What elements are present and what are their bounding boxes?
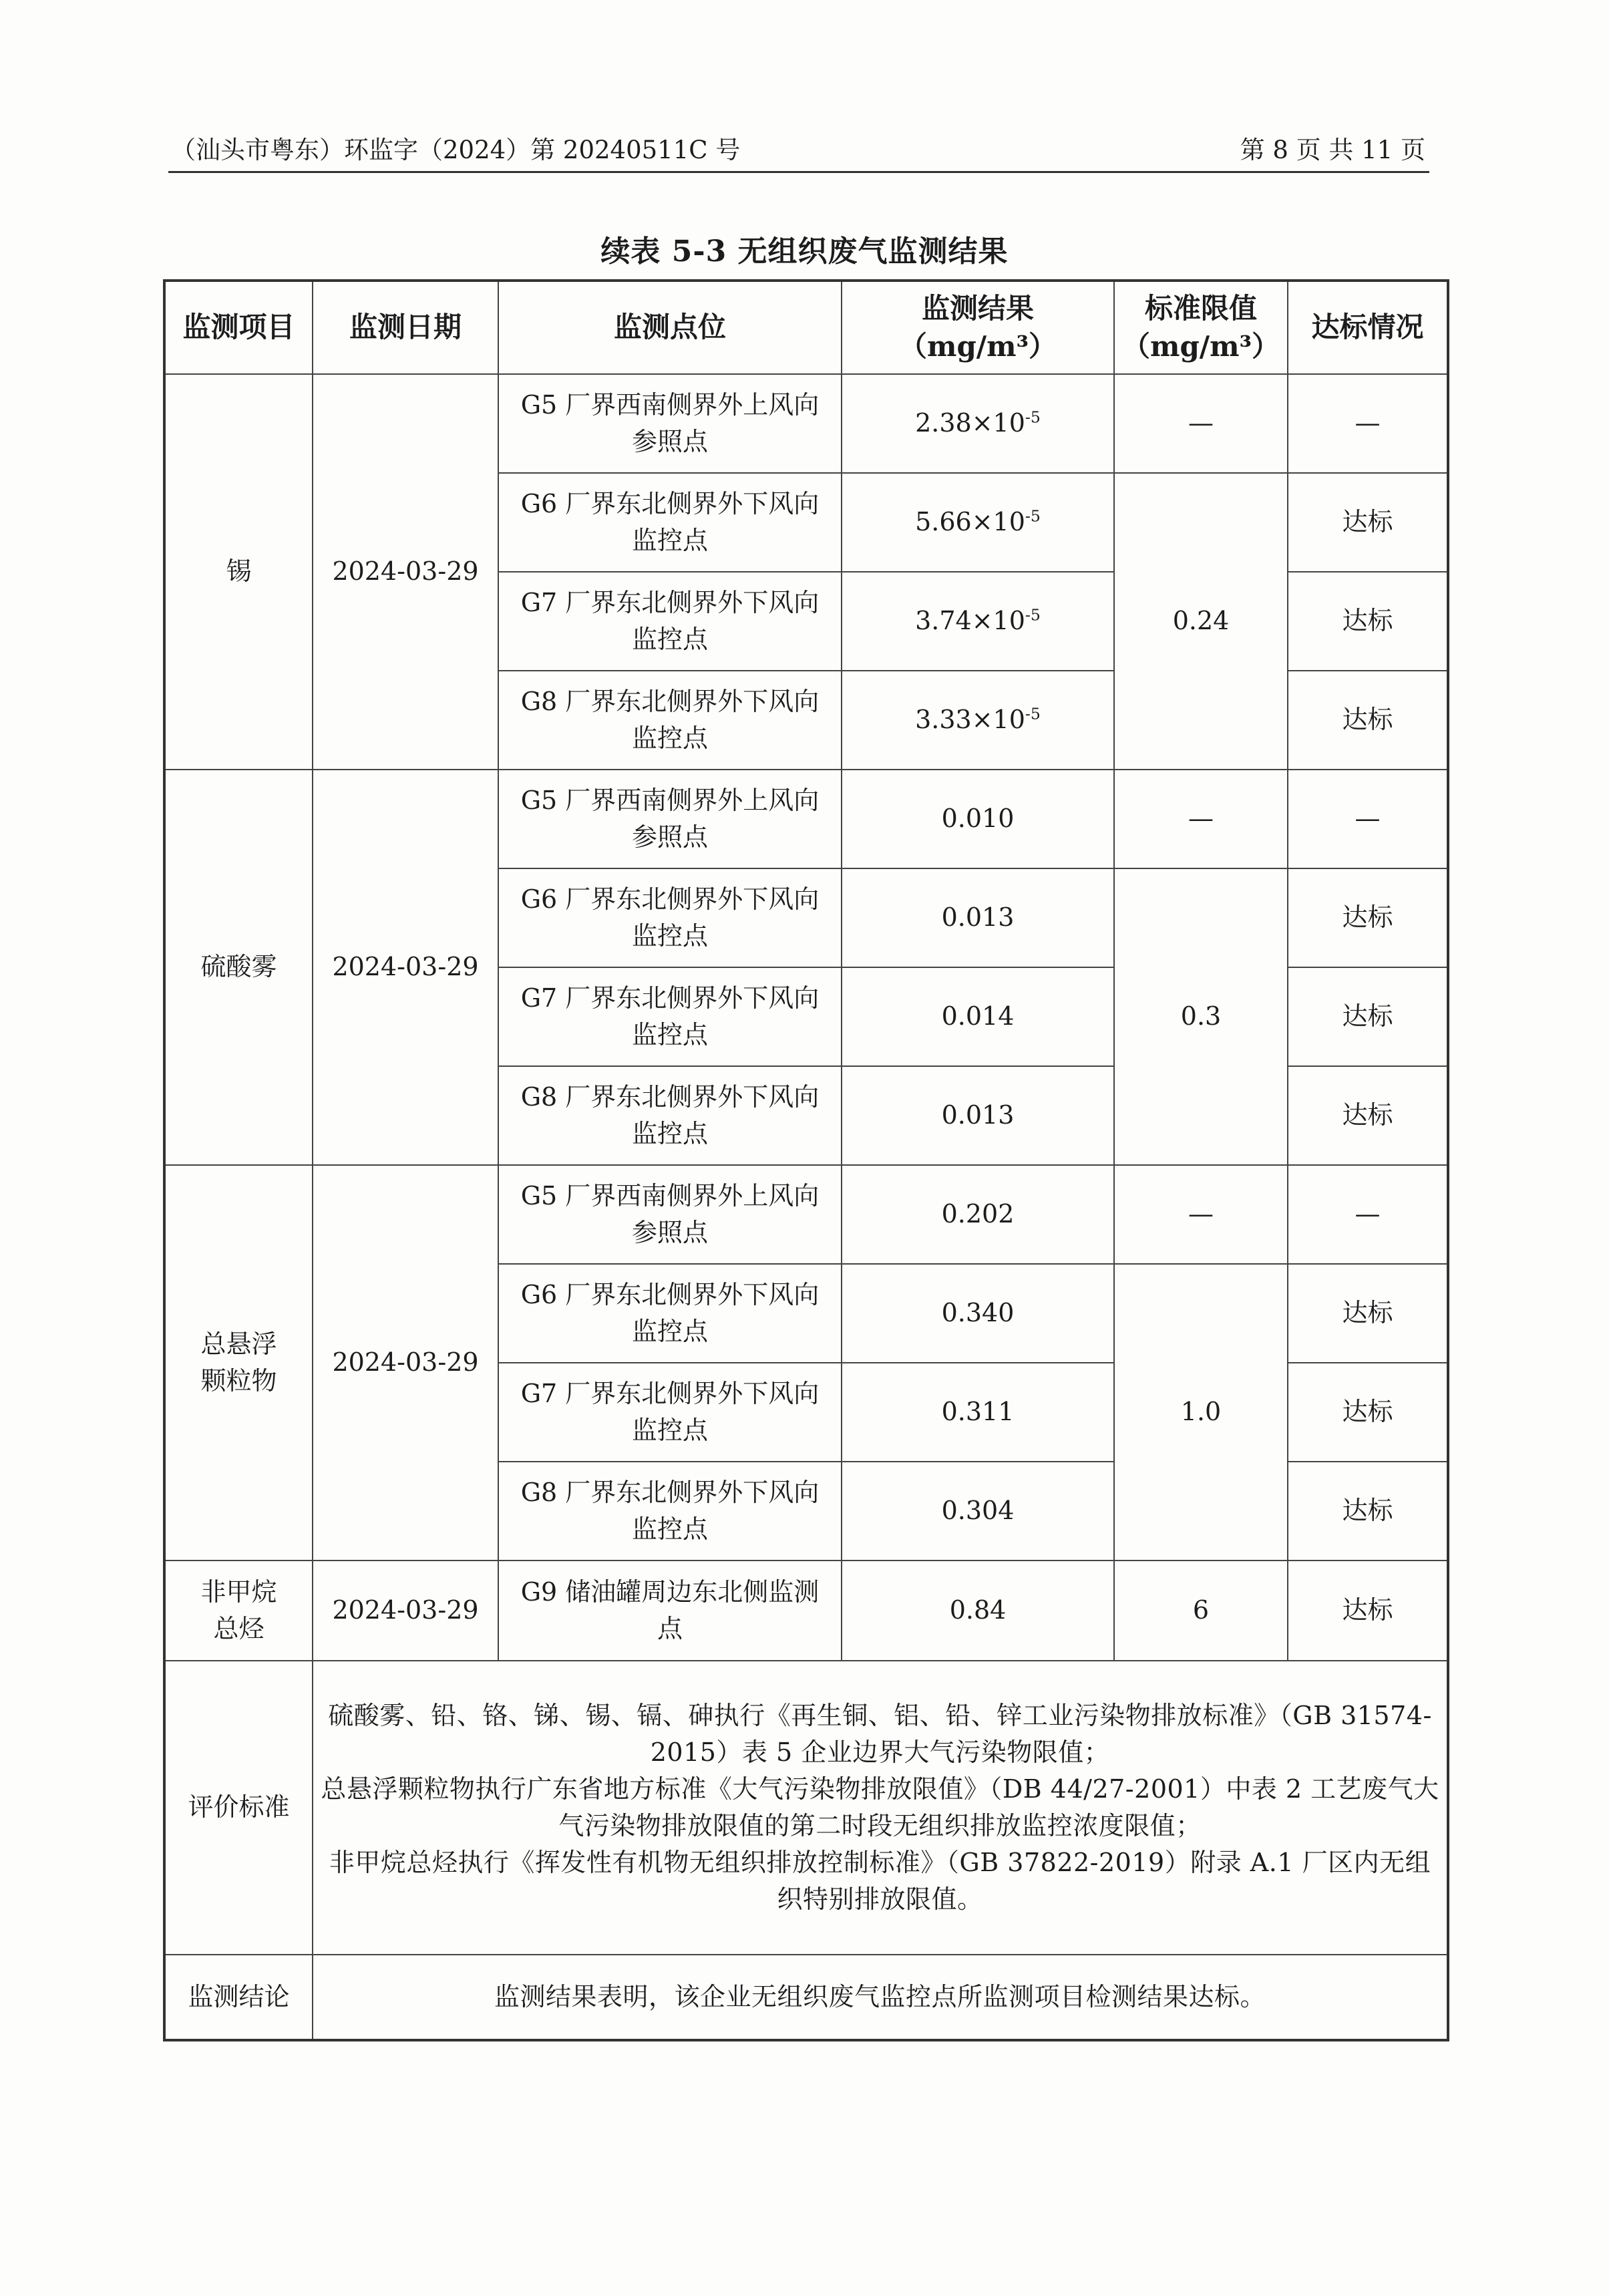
evaluation-standard-text <box>313 1661 1448 1955</box>
monitoring-result-cell: 0.311 <box>842 1363 1114 1462</box>
conclusion-row <box>164 1955 1448 2040</box>
standard-limit-cell: — <box>1114 374 1288 473</box>
column-header-result <box>842 281 1114 374</box>
table-row <box>164 770 1448 868</box>
monitoring-result-cell <box>842 572 1114 671</box>
column-header-limit <box>1114 281 1288 374</box>
compliance-status-cell: 达标 <box>1288 967 1448 1066</box>
evaluation-standard-row <box>164 1661 1448 1955</box>
monitoring-point-cell: G8 厂界东北侧界外下风向监控点 <box>498 1066 842 1165</box>
monitoring-item-cell: 非甲烷总烃 <box>164 1561 313 1661</box>
column-header-limit-label: 标准限值 <box>1144 291 1257 325</box>
table-title: 续表 5-3 无组织废气监测结果 <box>600 234 1009 269</box>
result-value: 3.33×10 <box>915 705 1025 735</box>
monitoring-item-cell: 总悬浮颗粒物 <box>164 1165 313 1561</box>
monitoring-point-cell: G6 厂界东北侧界外下风向监控点 <box>498 1264 842 1363</box>
monitoring-date-cell: 2024-03-29 <box>313 1165 498 1561</box>
table-row <box>164 1561 1448 1661</box>
compliance-status-cell: — <box>1288 374 1448 473</box>
table-header-row <box>164 281 1448 374</box>
compliance-status-cell: 达标 <box>1288 1462 1448 1561</box>
monitoring-point-cell: G7 厂界东北侧界外下风向监控点 <box>498 1363 842 1462</box>
column-header-status: 达标情况 <box>1288 281 1448 374</box>
page-info: 第 8 页 共 11 页 <box>1240 136 1425 164</box>
document-number: （汕头市粤东）环监字（2024）第 20240511C 号 <box>171 136 741 164</box>
monitoring-point-cell: G8 厂界东北侧界外下风向监控点 <box>498 1462 842 1561</box>
table-row <box>164 374 1448 473</box>
monitoring-point-cell: G5 厂界西南侧界外上风向参照点 <box>498 770 842 868</box>
result-exponent: -5 <box>1025 605 1041 625</box>
monitoring-date-cell: 2024-03-29 <box>313 1561 498 1661</box>
monitoring-point-cell: G9 储油罐周边东北侧监测点 <box>498 1561 842 1661</box>
monitoring-point-cell: G8 厂界东北侧界外下风向监控点 <box>498 671 842 770</box>
compliance-status-cell: — <box>1288 1165 1448 1264</box>
monitoring-result-cell: 0.013 <box>842 868 1114 967</box>
monitoring-result-cell: 0.014 <box>842 967 1114 1066</box>
compliance-status-cell: 达标 <box>1288 671 1448 770</box>
monitoring-point-cell: G7 厂界东北侧界外下风向监控点 <box>498 572 842 671</box>
monitoring-results-table <box>163 279 1449 2041</box>
standard-limit-cell: 0.24 <box>1114 473 1288 770</box>
compliance-status-cell: 达标 <box>1288 1561 1448 1661</box>
monitoring-point-cell: G5 厂界西南侧界外上风向参照点 <box>498 1165 842 1264</box>
monitoring-result-cell <box>842 374 1114 473</box>
column-header-point: 监测点位 <box>498 281 842 374</box>
monitoring-point-cell: G6 厂界东北侧界外下风向监控点 <box>498 473 842 572</box>
monitoring-date-cell: 2024-03-29 <box>313 770 498 1165</box>
compliance-status-cell: 达标 <box>1288 1066 1448 1165</box>
standard-limit-cell: 6 <box>1114 1561 1288 1661</box>
evaluation-standard-line: 非甲烷总烃执行《挥发性有机物无组织排放控制标准》（GB 37822-2019）附录 A.1 厂区内无组织特别排放限值。 <box>329 1848 1431 1915</box>
compliance-status-cell: 达标 <box>1288 1363 1448 1462</box>
monitoring-point-cell: G6 厂界东北侧界外下风向监控点 <box>498 868 842 967</box>
table-row <box>164 1165 1448 1264</box>
standard-limit-cell: — <box>1114 770 1288 868</box>
evaluation-standard-line: 硫酸雾、铅、铬、锑、锡、镉、砷执行《再生铜、铝、铅、锌工业污染物排放标准》（GB 31574-2015）表 5 企业边界大气污染物限值； <box>328 1700 1432 1767</box>
compliance-status-cell: 达标 <box>1288 868 1448 967</box>
monitoring-point-cell: G7 厂界东北侧界外下风向监控点 <box>498 967 842 1066</box>
monitoring-result-cell: 0.013 <box>842 1066 1114 1165</box>
column-header-date: 监测日期 <box>313 281 498 374</box>
standard-limit-cell: 0.3 <box>1114 868 1288 1165</box>
result-value: 3.74×10 <box>915 606 1025 636</box>
monitoring-item-cell: 硫酸雾 <box>164 770 313 1165</box>
monitoring-date-cell: 2024-03-29 <box>313 374 498 770</box>
compliance-status-cell: 达标 <box>1288 1264 1448 1363</box>
conclusion-text: 监测结果表明，该企业无组织废气监控点所监测项目检测结果达标。 <box>313 1955 1448 2040</box>
standard-limit-cell: — <box>1114 1165 1288 1264</box>
monitoring-result-cell <box>842 671 1114 770</box>
monitoring-result-cell: 0.202 <box>842 1165 1114 1264</box>
column-header-limit-unit: （mg/m³） <box>1122 329 1280 363</box>
column-header-result-unit: （mg/m³） <box>899 329 1057 363</box>
result-exponent: -5 <box>1025 704 1041 723</box>
monitoring-point-cell: G5 厂界西南侧界外上风向参照点 <box>498 374 842 473</box>
column-header-result-label: 监测结果 <box>921 291 1034 325</box>
monitoring-result-cell <box>842 473 1114 572</box>
column-header-item: 监测项目 <box>164 281 313 374</box>
page-header <box>168 131 1429 173</box>
compliance-status-cell: 达标 <box>1288 473 1448 572</box>
monitoring-result-cell: 0.340 <box>842 1264 1114 1363</box>
monitoring-result-cell: 0.304 <box>842 1462 1114 1561</box>
result-exponent: -5 <box>1025 407 1041 427</box>
evaluation-standard-line: 总悬浮颗粒物执行广东省地方标准《大气污染物排放限值》（DB 44/27-2001）中表 2 工艺废气大气污染物排放限值的第二时段无组织排放监控浓度限值； <box>321 1774 1439 1840</box>
result-value: 5.66×10 <box>915 507 1025 537</box>
monitoring-item-cell: 锡 <box>164 374 313 770</box>
monitoring-result-cell: 0.84 <box>842 1561 1114 1661</box>
result-exponent: -5 <box>1025 506 1041 526</box>
monitoring-result-cell: 0.010 <box>842 770 1114 868</box>
compliance-status-cell: — <box>1288 770 1448 868</box>
result-value: 2.38×10 <box>915 408 1025 438</box>
evaluation-standard-label: 评价标准 <box>164 1661 313 1955</box>
conclusion-label: 监测结论 <box>164 1955 313 2040</box>
compliance-status-cell: 达标 <box>1288 572 1448 671</box>
standard-limit-cell: 1.0 <box>1114 1264 1288 1561</box>
